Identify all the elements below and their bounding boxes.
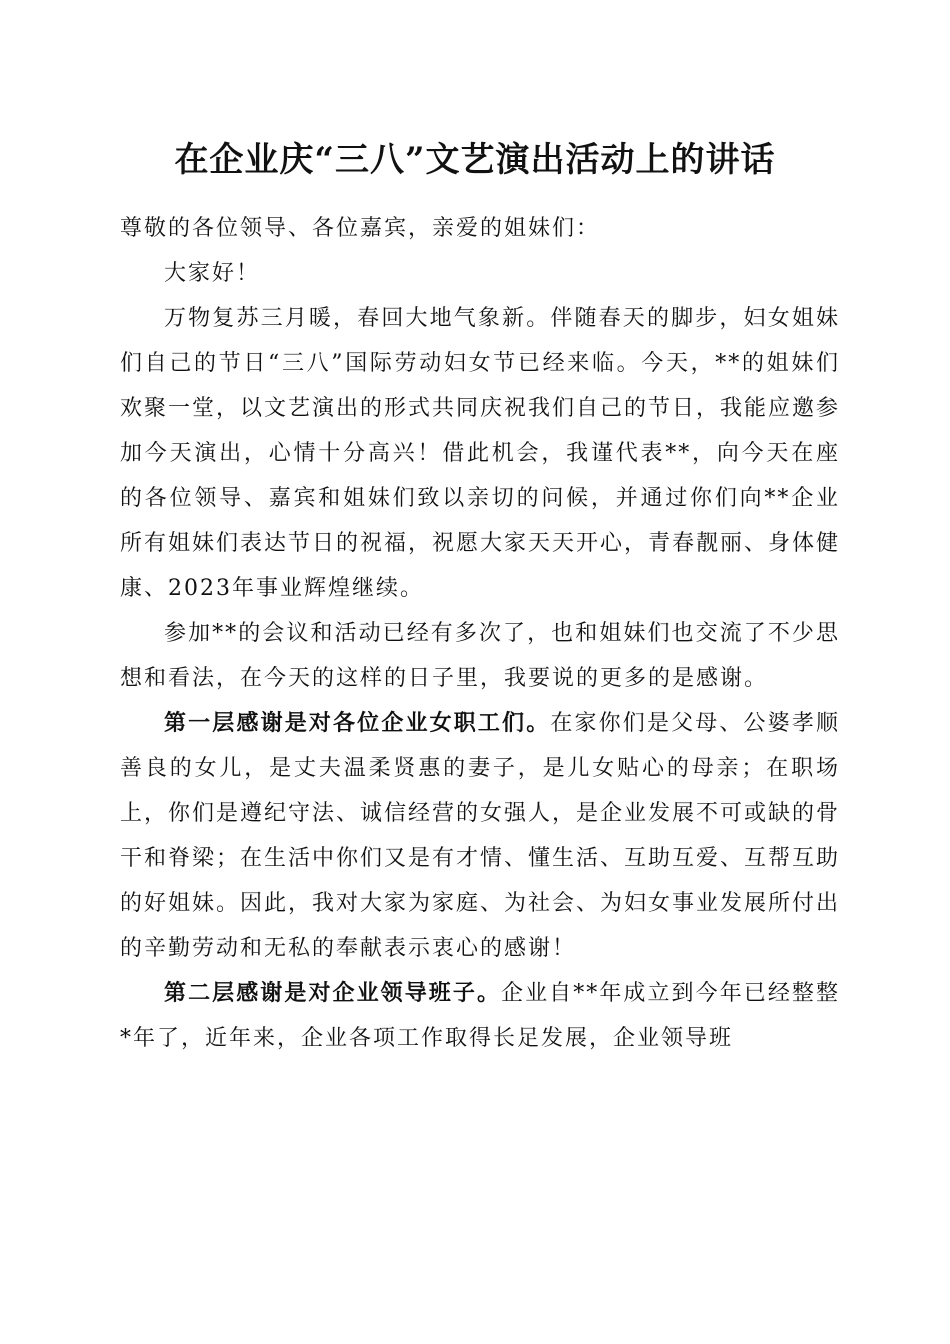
first-thanks-body: 在家你们是父母、公婆孝顺善良的女儿，是丈夫温柔贤惠的妻子，是儿女贴心的母亲；在职场上，你们是遵纪守法、诚信经营的女强人，是企业发展不可或缺的骨干和脊梁；在生活中你们又是有才情、懂生活、互助互爱、互帮互助的好姐妹。因此，我对大家为家庭、为社会、为妇女事业发展所付出的辛勤劳动和无私的奉献表示衷心的感谢！	[120, 711, 841, 961]
document-body	[120, 206, 840, 1061]
second-thanks-body: 企业自**年成立到今年已经整整*年了，近年来，企业各项工作取得长足发展，企业领导班	[120, 981, 840, 1051]
paragraph-gratitude-intro: 参加**的会议和活动已经有多次了，也和姐妹们也交流了不少思想和看法，在今天的这样的日子里，我要说的更多的是感谢。	[120, 621, 840, 691]
greeting: 大家好！	[164, 261, 261, 286]
paragraph-second-thanks	[120, 971, 840, 1061]
paragraph-first-thanks	[120, 701, 840, 971]
first-thanks-lead: 第一层感谢是对各位企业女职工们。	[164, 710, 551, 736]
second-thanks-lead: 第二层感谢是对企业领导班子。	[164, 980, 502, 1006]
document-title: 在企业庆“三八”文艺演出活动上的讲话	[174, 140, 776, 180]
salutation: 尊敬的各位领导、各位嘉宾，亲爱的姐妹们：	[120, 216, 601, 241]
paragraph-opening: 万物复苏三月暖，春回大地气象新。伴随春天的脚步，妇女姐妹们自己的节日“三八”国际劳动妇女节已经来临。今天，**的姐妹们欢聚一堂，以文艺演出的形式共同庆祝我们自己的节日，我能应邀参加今天演出，心情十分高兴！借此机会，我谨代表**，向今天在座的各位领导、嘉宾和姐妹们致以亲切的问候，并通过你们向**企业所有姐妹们表达节日的祝福，祝愿大家天天开心，青春靓丽、身体健康、2023年事业辉煌继续。	[120, 306, 841, 601]
